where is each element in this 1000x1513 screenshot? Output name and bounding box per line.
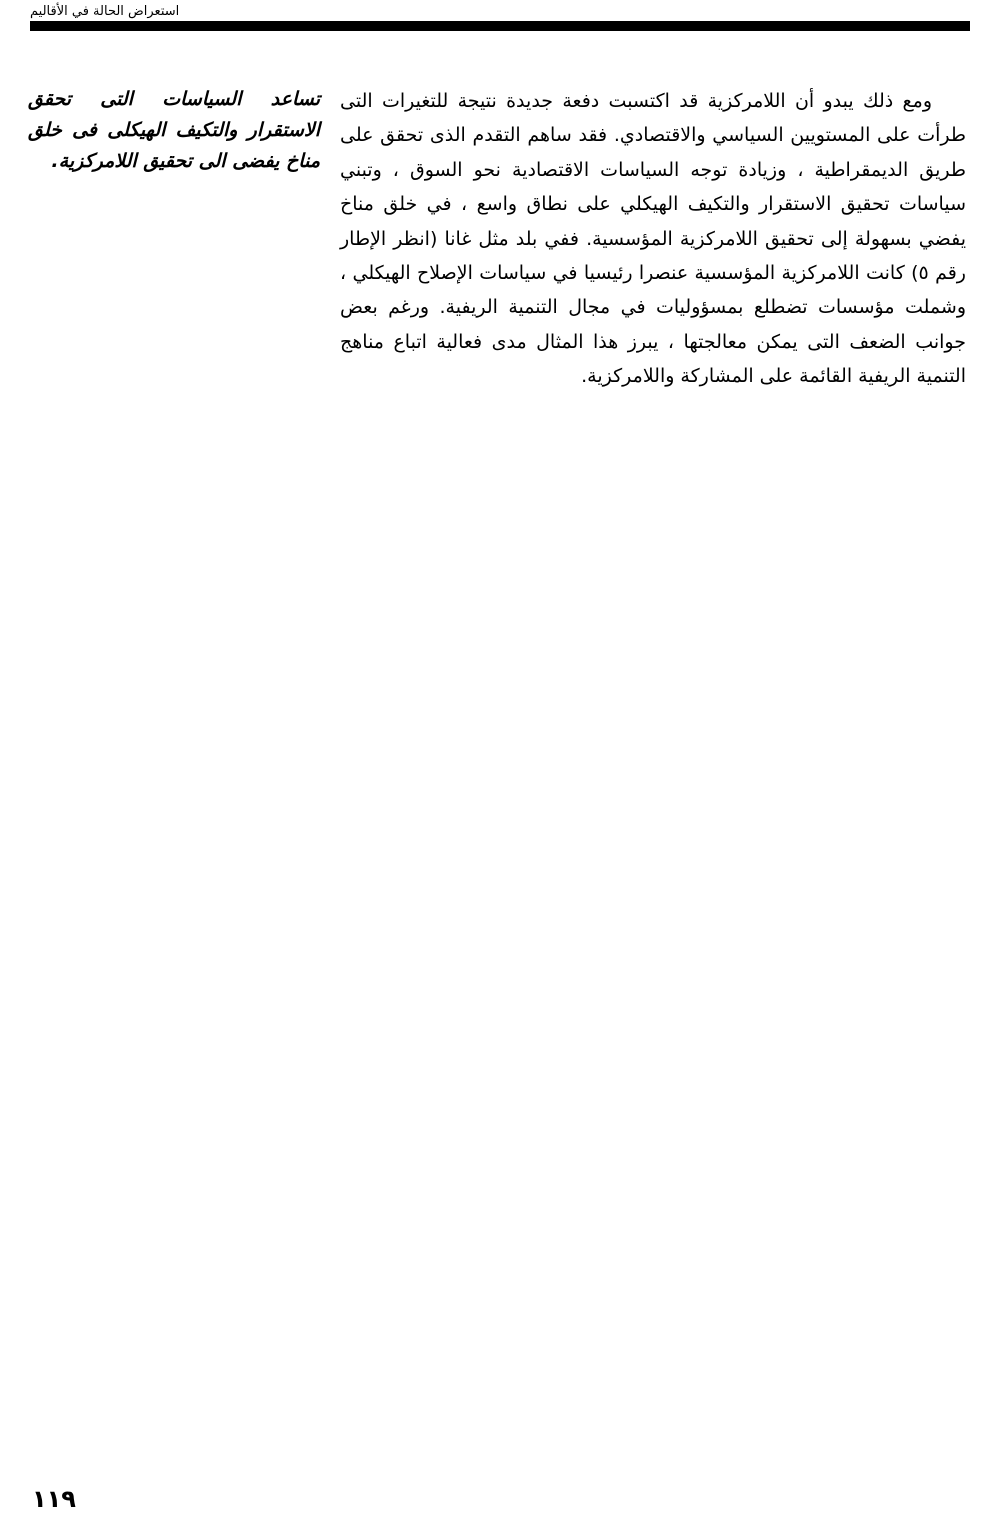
running-header [30, 0, 970, 20]
body-paragraph: ومع ذلك يبدو أن اللامركزية قد اكتسبت دفعة جديدة نتيجة للتغيرات التى طرأت على المستويين السياسي والاقتصادي. فقد ساهم التقدم الذى تحقق على طريق الديمقراطية ، وزيادة توجه السياسات الاقتصادية نحو السوق ، وتبني سياسات تحقيق الاستقرار والتكيف الهيكلي على نطاق واسع ، في خلق مناخ يفضي بسهولة إلى تحقيق اللامركزية المؤسسية. ففي بلد مثل غانا (انظر الإطار رقم ٥) كانت اللامركزية المؤسسية عنصرا رئيسيا في سياسات الإصلاح الهيكلي ، وشملت مؤسسات تضطلع بمسؤوليات في مجال التنمية الريفية. ورغم بعض جوانب الضعف التى يمكن معالجتها ، يبرز هذا المثال مدى فعالية اتباع مناهج التنمية الريفية القائمة على المشاركة واللامركزية. [340, 90, 966, 388]
running-title: استعراض الحالة في الأقاليم [30, 4, 180, 19]
margin-note [28, 84, 320, 177]
header-rule [30, 21, 970, 31]
main-text-column [340, 84, 966, 394]
margin-note-text: تساعد السياسات التى تحقق الاستقرار والتكيف الهيكلى فى خلق مناخ يفضى الى تحقيق اللامركزية. [28, 88, 320, 172]
page-number: ١١٩ [32, 1485, 76, 1513]
